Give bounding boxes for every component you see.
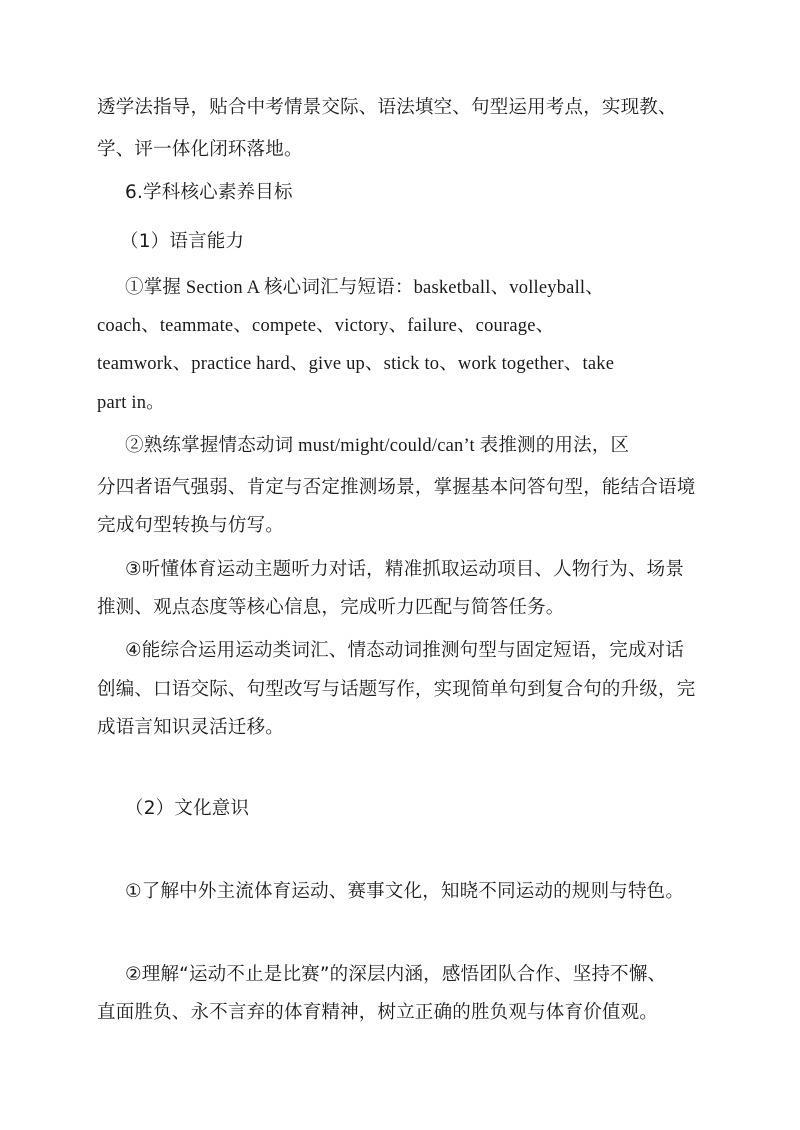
text-line: part in。 xyxy=(97,393,165,413)
text-line: 直面胜负、永不言弃的体育精神，树立正确的胜负观与体育价值观。 xyxy=(97,1002,659,1023)
text-line: ②理解“运动不止是比赛”的深层内涵，感悟团队合作、坚持不懈、 xyxy=(125,964,667,985)
text-line: ①掌握 Section A 核心词汇与短语：basketball、volleyball、 xyxy=(125,278,604,298)
text-line: 分四者语气强弱、肯定与否定推测场景，掌握基本问答句型，能结合语境 xyxy=(97,477,696,498)
text-line: 透学法指导，贴合中考情景交际、语法填空、句型运用考点，实现教、 xyxy=(97,97,677,118)
text-line: 完成句型转换与仿写。 xyxy=(97,515,285,536)
text-line: ④能综合运用运动类词汇、情态动词推测句型与固定短语，完成对话 xyxy=(125,640,685,661)
text-line: teamwork、practice hard、give up、stick to、work together、take xyxy=(97,354,615,374)
text-line: 学、评一体化闭环落地。 xyxy=(97,139,303,160)
text-line: coach、teammate、compete、victory、failure、courage、 xyxy=(97,316,555,336)
subsection-heading: （2）文化意识 xyxy=(125,798,250,819)
section-heading: 6.学科核心素养目标 xyxy=(125,182,293,203)
subsection-heading: （1）语言能力 xyxy=(120,231,245,252)
text-line: 推测、观点态度等核心信息，完成听力匹配与简答任务。 xyxy=(97,597,565,618)
text-line: 成语言知识灵活迁移。 xyxy=(97,717,285,738)
text-line: ①了解中外主流体育运动、赛事文化，知晓不同运动的规则与特色。 xyxy=(125,881,685,902)
text-line: ③听懂体育运动主题听力对话，精准抓取运动项目、人物行为、场景 xyxy=(125,559,685,580)
text-line: ②熟练掌握情态动词 must/might/could/can’t 表推测的用法，区 xyxy=(125,436,630,456)
text-line: 创编、口语交际、句型改写与话题写作，实现简单句到复合句的升级，完 xyxy=(97,679,696,700)
